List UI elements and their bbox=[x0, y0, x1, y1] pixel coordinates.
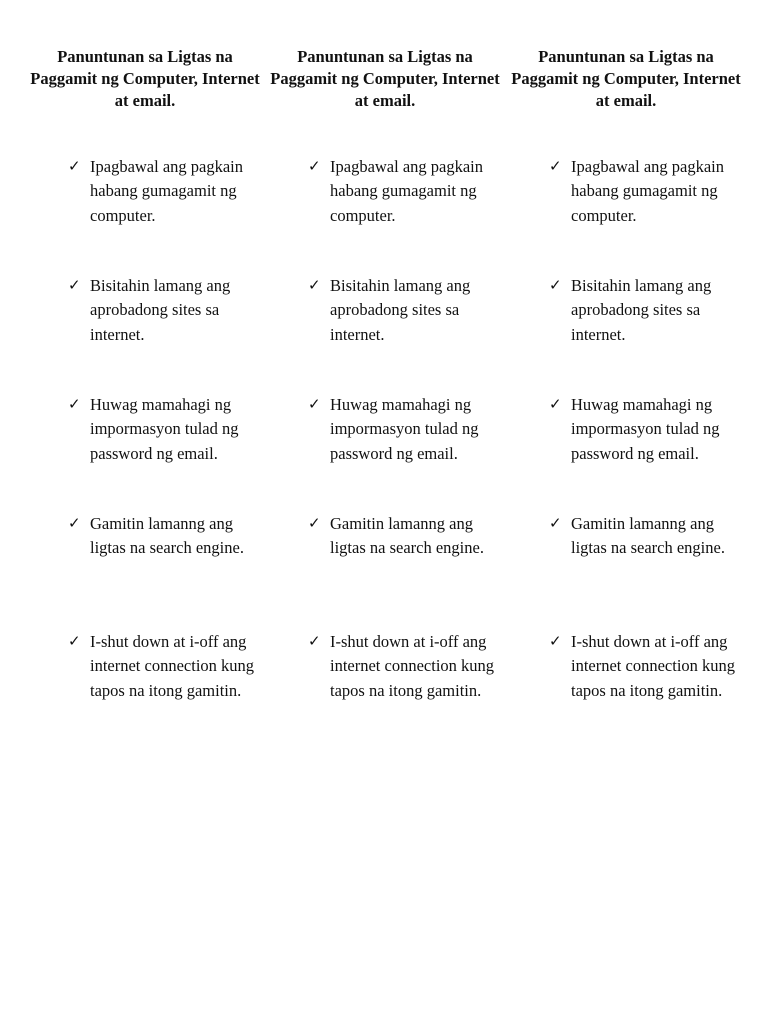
list-item bbox=[270, 274, 500, 347]
list-item-text: Gamitin lamanng ang ligtas na search engine. bbox=[90, 514, 244, 558]
column-title: Panuntunan sa Ligtas na Paggamit ng Computer, Internet at email. bbox=[511, 47, 741, 110]
checkmark-icon: ✓ bbox=[68, 159, 81, 175]
guideline-column-2 bbox=[270, 46, 500, 700]
list-item bbox=[270, 512, 500, 561]
checkmark-icon: ✓ bbox=[549, 516, 562, 532]
checkmark-icon: ✓ bbox=[549, 397, 562, 413]
list-item-text: Huwag mamahagi ng impormasyon tulad ng password ng email. bbox=[330, 395, 479, 463]
list-item bbox=[270, 630, 500, 703]
guideline-column-1 bbox=[30, 46, 260, 700]
checkmark-icon: ✓ bbox=[549, 159, 562, 175]
checkmark-icon: ✓ bbox=[308, 278, 321, 294]
list-item bbox=[30, 512, 260, 561]
list-item bbox=[511, 512, 741, 561]
checkmark-icon: ✓ bbox=[308, 634, 321, 650]
list-item bbox=[511, 393, 741, 466]
list-item bbox=[511, 630, 741, 703]
list-item-text: I-shut down at i-off ang internet connection kung tapos na itong gamitin. bbox=[571, 632, 736, 700]
list-item-text: Ipagbawal ang pagkain habang gumagamit ng computer. bbox=[571, 157, 725, 225]
checkmark-icon: ✓ bbox=[549, 278, 562, 294]
list-item-text: Bisitahin lamang ang aprobadong sites sa internet. bbox=[571, 276, 712, 344]
checkmark-icon: ✓ bbox=[68, 516, 81, 532]
list-item-text: Huwag mamahagi ng impormasyon tulad ng password ng email. bbox=[571, 395, 720, 463]
list-item-text: Gamitin lamanng ang ligtas na search engine. bbox=[571, 514, 725, 558]
list-item-text: Huwag mamahagi ng impormasyon tulad ng password ng email. bbox=[90, 395, 239, 463]
list-item bbox=[30, 155, 260, 228]
list-item bbox=[30, 630, 260, 703]
list-item-text: Bisitahin lamang ang aprobadong sites sa internet. bbox=[330, 276, 471, 344]
guideline-column-3 bbox=[511, 46, 741, 700]
list-item-text: Ipagbawal ang pagkain habang gumagamit ng computer. bbox=[330, 157, 484, 225]
checkmark-icon: ✓ bbox=[308, 159, 321, 175]
list-item bbox=[511, 274, 741, 347]
list-item-text: I-shut down at i-off ang internet connection kung tapos na itong gamitin. bbox=[330, 632, 495, 700]
column-title: Panuntunan sa Ligtas na Paggamit ng Computer, Internet at email. bbox=[30, 47, 260, 110]
checkmark-icon: ✓ bbox=[68, 397, 81, 413]
checkmark-icon: ✓ bbox=[308, 516, 321, 532]
checkmark-icon: ✓ bbox=[549, 634, 562, 650]
list-item bbox=[30, 274, 260, 347]
list-item bbox=[511, 155, 741, 228]
checkmark-icon: ✓ bbox=[68, 634, 81, 650]
list-item bbox=[270, 393, 500, 466]
column-title: Panuntunan sa Ligtas na Paggamit ng Computer, Internet at email. bbox=[270, 47, 500, 110]
checkmark-icon: ✓ bbox=[68, 278, 81, 294]
list-item bbox=[270, 155, 500, 228]
checkmark-icon: ✓ bbox=[308, 397, 321, 413]
list-item-text: Bisitahin lamang ang aprobadong sites sa internet. bbox=[90, 276, 231, 344]
list-item-text: Gamitin lamanng ang ligtas na search engine. bbox=[330, 514, 484, 558]
list-item-text: Ipagbawal ang pagkain habang gumagamit ng computer. bbox=[90, 157, 244, 225]
list-item-text: I-shut down at i-off ang internet connection kung tapos na itong gamitin. bbox=[90, 632, 255, 700]
list-item bbox=[30, 393, 260, 466]
